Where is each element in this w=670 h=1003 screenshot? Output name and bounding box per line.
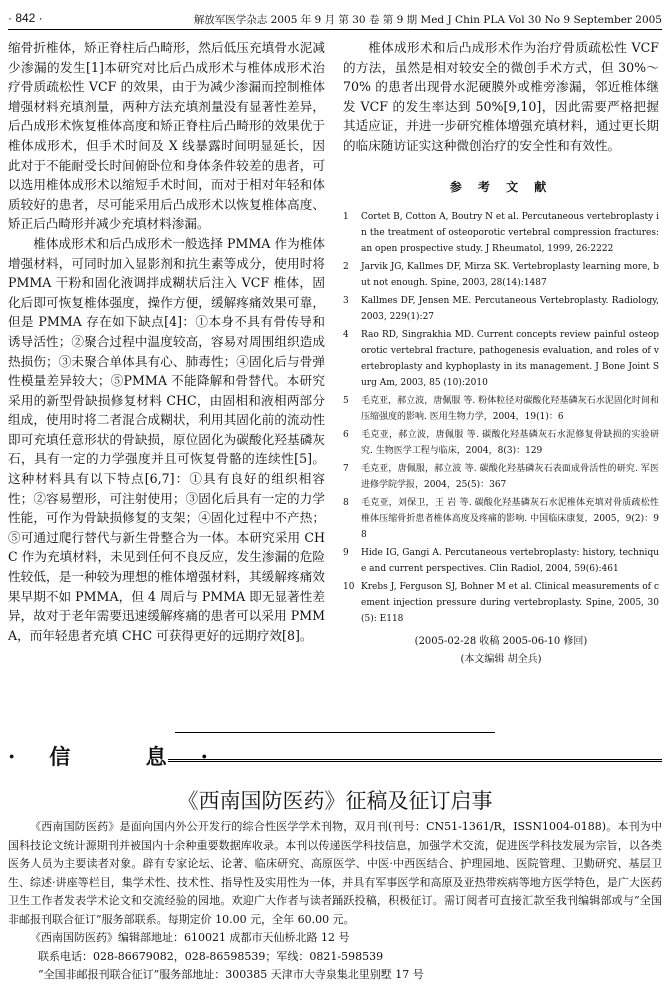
reference-item: 10 Krebs J, Ferguson SJ, Bohner M et al. Clinical measurements of cement injection pressure during vertebroplasty. Spine, 2005, 30(5): E118: [343, 581, 659, 624]
info-banner-title: ·信 息·: [8, 744, 242, 769]
body-paragraph-1: 缩骨折椎体，矫正脊柱后凸畸形，然后低压充填骨水泥减少渗漏的发生[1]本研究对比后凸成形术与椎体成形术治疗骨质疏松性 VCF 的效果，由于为减少渗漏而控制椎体增强材料充填剂量，两种方法充填剂量没有显著性差异，后凸成形术恢复椎体高度和矫正脊柱后凸畸形的效果优于椎体成形术，但手术时间及 X 线暴露时间明显延长，因此对于不能耐受长时间俯卧位和身体条件较差的患者，可以选用椎体成形术以缩短手术时间，而对于相对年轻和体质较好的患者，尽可能采用后凸成形术以恢复椎体高度、矫正后凸畸形并减少充填材料渗漏。: [8, 40, 325, 232]
journal-info: 解放军医学杂志 2005 年 9 月 第 30 卷 第 9 期 Med J Chin PLA Vol 30 No 9 September 2005: [193, 14, 662, 26]
conclusion-paragraph: 椎体成形术和后凸成形术作为治疗骨质疏松性 VCF 的方法，虽然是相对较安全的微创手术方式，但 30%～70% 的患者出现骨水泥硬膜外或椎旁渗漏，邻近椎体继发 VCF 的发生率达到 50%[9,10]，因此需要严格把握其适应证，并进一步研究椎体增强充填材料，通过更长期的临床随访证实这种微创治疗的安全性和有效性。: [343, 40, 659, 153]
references-title: 参 考 文 献: [449, 179, 553, 194]
subscription-address: “全国非邮报刊联合征订”服务部地址：300385 天津市大寺泉集北里别墅 17 号: [38, 968, 424, 981]
right-column: [343, 38, 659, 669]
contact-phones: 联系电话：028-86679082，028-86598539；军线：0821-598539: [38, 949, 384, 963]
received-dates: (2005-02-28 收稿 2005-06-10 修回): [414, 635, 588, 647]
info-banner: [8, 741, 662, 767]
left-column: [8, 38, 325, 645]
header-rule: [8, 29, 662, 30]
reference-item: 9 Hide IG, Gangi A. Percutaneous vertebroplasty: history, technique and current perspectives. Clin Radiol, 2004, 59(6):461: [343, 547, 659, 574]
notice-title: 《西南国防医药》征稿及征订启事: [177, 789, 493, 813]
editor-credit: (本文编辑 胡全兵): [460, 653, 542, 665]
reference-item: 2 Jarvik JG, Kallmes DF, Mirza SK. Vertebroplasty learning more, but not enough. Spine, 2003, 28(14):1487: [343, 261, 659, 288]
notice-paragraph: 《西南国防医药》是面向国内外公开发行的综合性医学学术刊物，双月刊(刊号：CN51-1361/R，ISSN1004-0188)。本刊为中国科技论文统计源期刊并被国内十余种重要数据库收录。本刊以传递医学科技信息，加强学术交流，促进医学科技发展为宗旨，以各类医务人员为主要读者对象。辟有专家论坛、论著、临床研究、高原医学、中医·中西医结合、护理园地、医院管理、卫勤研究、基层卫生、综述·讲座等栏目，集学术性、技术性、指导性及实用性为一体，并具有军事医学和高原及亚热带疾病等地方医学特色，是广大医药卫生工作者发表学术论文和交流经验的园地。欢迎广大作者与读者踊跃投稿，积极征订。需订阅者可直接汇款至我刊编辑部或与“全国非邮报刊联合征订”服务部联系。每期定价 10.00 元，全年 60.00 元。: [8, 820, 662, 926]
notice-body: [8, 818, 662, 985]
body-paragraph-2: 椎体成形术和后凸成形术一般选择 PMMA 作为椎体增强材料，可同时加入显影剂和抗生素等成分，使用时将 PMMA 干粉和固化液调拌成糊状后注入 VCF 椎体，固化后即可恢复椎体强度，操作方便，缓解疼痛效果可靠，但是 PMMA 存在如下缺点[4]：①本身不具有骨传导和诱导活性；②聚合过程中温度较高，容易对周围组织造成热损伤；③未聚合单体具有心、肺毒性；④固化后与骨弹性模量差异较大；⑤PMMA 不能降解和骨替代。本研究采用的新型骨缺损修复材料 CHC，由固相和液相两部分组成，使用时将二者混合成糊状，利用其固化前的流动性即可充填任意形状的骨缺损，原位固化为碳酸化羟基磷灰石，具有一定的力学强度并且可恢复骨骼的连续性[5]。这种材料具有以下特点[6,7]：①具有良好的组织相容性；②容易塑形，可注射使用；③固化后具有一定的力学性能，可作为骨缺损修复的支架；④固化过程中不产热；⑤可通过爬行替代与新生骨整合为一体。本研究采用 CHC 作为充填材料，未见到任何不良反应，发生渗漏的危险性较低，是一种较为理想的椎体增强材料，其缓解疼痛效果早期不如 PMMA，但 4 周后与 PMMA 即无显著性差异，故对于老年需要迅速缓解疼痛的患者可以采用 PMMA，而年轻患者充填 CHC 可获得更好的远期疗效[8]。: [8, 235, 325, 643]
reference-list: [343, 209, 659, 627]
editorial-address: 《西南国防医药》编辑部地址：610021 成都市天仙桥北路 12 号: [30, 931, 350, 944]
banner-rule: [168, 759, 662, 762]
page-header: [8, 8, 662, 28]
reference-item: 1 Cortet B, Cotton A, Boutry N et al. Percutaneous vertebroplasty in the treatment of osteoporotic vertebral compression fractures: an open prospective study. J Rheumatol, 1999, 26:2222: [343, 211, 659, 254]
reference-item: 3 Kallmes DF, Jensen ME. Percutaneous Vertebroplasty. Radiology, 2003, 229(1):27: [343, 295, 659, 322]
reference-item: 6 毛克亚，郝立波，唐佩服 等. 碳酸化羟基磷灰石水泥修复骨缺损的实验研究. 生物医学工程与临床，2004，8(3)：129: [343, 429, 659, 456]
reference-item: 7 毛克亚，唐佩服，郝立波 等. 碳酸化羟基磷灰石表面成骨活性的研究. 军医进修学院学报，2004，25(5)：367: [343, 463, 659, 490]
reference-item: 4 Rao RD, Singrakhia MD. Current concepts review painful osteoporotic vertebral fracture, pathogenesis evaluation, and roles of vertebroplasty and kyphoplasty in its management. J Bone Joint Surg Am, 2003, 85 (10):2010: [343, 329, 659, 388]
section-divider: [175, 732, 495, 733]
reference-item: 8 毛克亚，刘保卫，王 岩 等. 碳酸化羟基磷灰石水泥椎体充填对骨质疏松性椎体压缩骨折患者椎体高度及疼痛的影响. 中国临床康复，2005，9(2)：98: [343, 497, 659, 540]
page-number: · 842 ·: [8, 11, 43, 25]
reference-item: 5 毛克亚，郝立波，唐佩服 等. 粉体粒径对碳酸化羟基磷灰石水泥固化时间和压缩强度的影响. 医用生物力学，2004，19(1)：6: [343, 395, 659, 422]
